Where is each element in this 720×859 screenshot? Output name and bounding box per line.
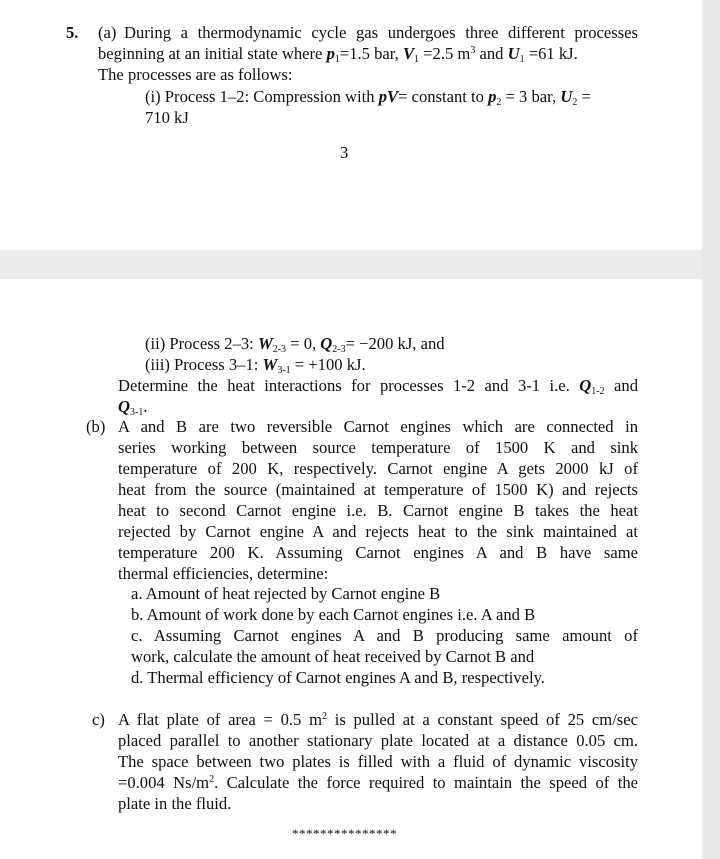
part-b-line: thermal efficiencies, determine:: [118, 564, 329, 583]
part-c-line-3: The space between two plates is filled with a fluid of dynamic viscosity: [118, 752, 638, 771]
part-b-line: heat from the source (maintained at temperature of 1500 K) and rejects: [118, 480, 638, 499]
part-a-line-3: The processes are as follows:: [98, 65, 293, 84]
part-c-line-5: plate in the fluid.: [118, 794, 232, 813]
scrollbar-track[interactable]: [702, 0, 720, 859]
part-a-determine: Determine the heat interactions for processes 1-2 and 3-1 i.e. $Q_{1-2}$ and: [118, 376, 639, 397]
part-b-line: temperature of 200 K, respectively. Carnot engine A gets 2000 kJ of: [118, 459, 638, 478]
part-b-item-c: c. Assuming Carnot engines A and B producing same amount of: [131, 626, 638, 645]
part-b-line: temperature 200 K. Assuming Carnot engines A and B have same: [118, 543, 638, 562]
process-1-2: (i) Process 1–2: Compression with pV= constant to $p_2 = 3$ bar, $U_2$ =: [145, 87, 591, 108]
part-b-item-a: a. Amount of heat rejected by Carnot engine B: [131, 584, 441, 603]
part-c-line-1: A flat plate of area = 0.5 $m^2$ is pulled at a constant speed of 25 cm/sec: [118, 710, 638, 729]
part-b-label: (b): [86, 417, 106, 436]
part-b-line: series working between source temperature of 1500 K and sink: [118, 438, 638, 457]
part-b-line: rejected by Carnot engine A and rejects heat to the sink maintained at: [118, 522, 638, 541]
page-number: 3: [340, 143, 349, 162]
part-a-determine-cont: $Q_{3-1}$.: [118, 397, 148, 418]
end-marker: ***************: [292, 826, 397, 841]
part-c-line-4: =0.004 $Ns/m^2$. Calculate the force required to maintain the speed of the: [118, 773, 638, 792]
part-b-item-b: b. Amount of work done by each Carnot engines i.e. A and B: [131, 605, 536, 624]
part-c-line-2: placed parallel to another stationary plate located at a distance 0.05 cm.: [118, 731, 638, 750]
part-a-line-2: beginning at an initial state where $p_1=1.5$ bar, $V_1 =2.5$ $m^3$ and $U_1 =61$ kJ.: [98, 44, 578, 65]
part-b-line: A and B are two reversible Carnot engines which are connected in: [118, 417, 638, 436]
process-3-1: (iii) Process 3–1: $W_{3-1} = +100$ kJ.: [145, 355, 366, 376]
part-b-line: heat to second Carnot engine i.e. B. Carnot engine B takes the heat: [118, 501, 638, 520]
process-2-3: (ii) Process 2–3: $W_{2-3} = 0$, $Q_{2-3}= -200$ kJ, and: [145, 334, 445, 355]
part-b-item-c-cont: work, calculate the amount of heat received by Carnot B and: [131, 647, 535, 666]
part-a-label: (a): [98, 23, 117, 42]
question-number: 5.: [66, 23, 79, 42]
part-a-line-1: During a thermodynamic cycle gas undergoes three different processes: [124, 23, 638, 42]
part-c-label: c): [92, 710, 105, 729]
part-b-item-d: d. Thermal efficiency of Carnot engines A and B, respectively.: [131, 668, 545, 687]
process-1-2-cont: 710 kJ: [145, 108, 189, 127]
